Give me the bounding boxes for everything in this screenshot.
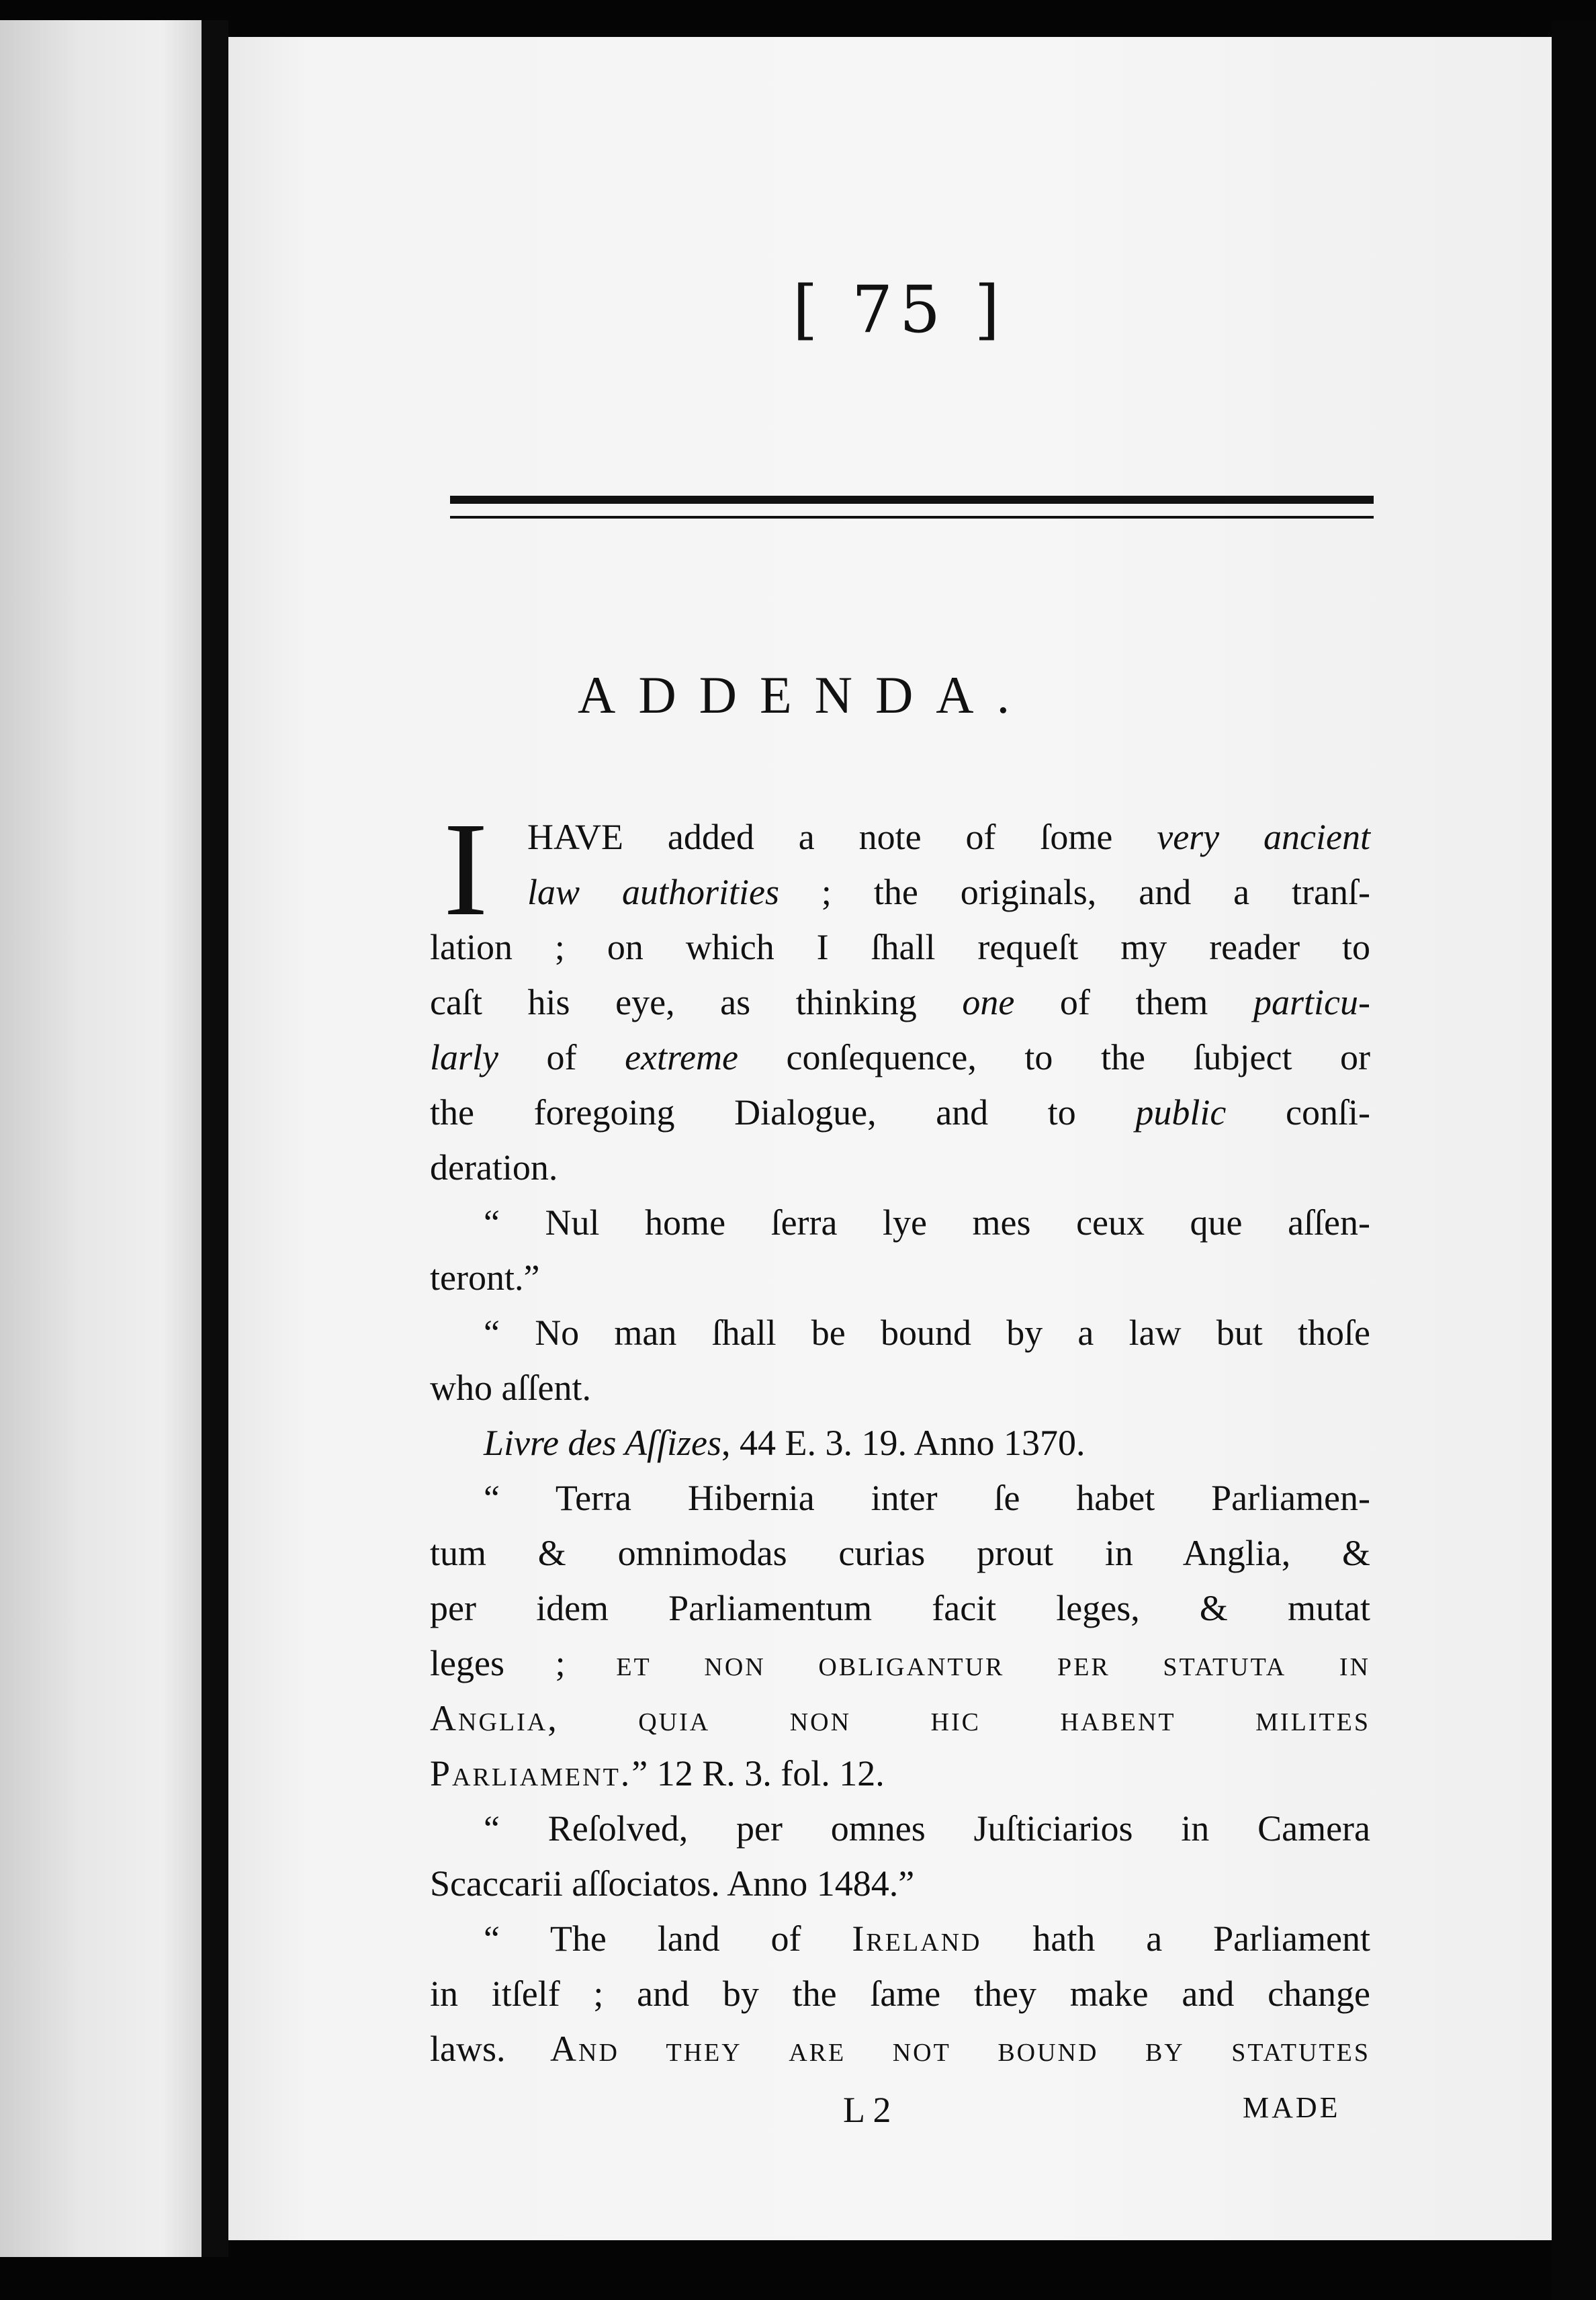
text-run: particu-: [1253, 982, 1370, 1022]
text-run: leges ;: [430, 1643, 617, 1683]
text-run: caſt his eye, as thinking: [430, 982, 963, 1022]
text-run: law authorities: [527, 872, 779, 912]
text-run: “ Terra Hibernia inter ſe habet Parliamen-: [484, 1478, 1370, 1518]
text-line: [430, 1085, 1370, 1140]
page-number: [ 75 ]: [793, 272, 1007, 347]
text-run: “ Nul home ſerra lye mes ceux que aſſen-: [484, 1202, 1370, 1243]
text-run: ; the originals, and a tranſ-: [779, 872, 1370, 912]
text-line: [430, 1801, 1370, 1856]
header-rule-thick: [450, 496, 1374, 504]
text-line: [430, 1140, 1370, 1195]
text-line: [430, 1415, 1370, 1470]
text-run: of them: [1014, 982, 1254, 1022]
text-run: hath a Parliament: [981, 1918, 1370, 1959]
text-line: [430, 2021, 1370, 2076]
text-line: [430, 920, 1370, 975]
text-run: larly: [430, 1037, 498, 1077]
text-run: very ancient: [1157, 817, 1370, 857]
text-run: Ireland: [852, 1918, 982, 1959]
text-line: [430, 1636, 1370, 1691]
section-heading: ADDENDA.: [578, 666, 1033, 724]
text-line: [430, 809, 1370, 865]
text-run: Parliament.: [430, 1753, 632, 1794]
text-line: [430, 865, 1370, 920]
text-line: [430, 1856, 1370, 1911]
text-run: public: [1135, 1092, 1227, 1133]
text-run: of: [498, 1037, 625, 1077]
text-line: [430, 1360, 1370, 1415]
text-run: per idem Parliamentum facit leges, & mutat: [430, 1588, 1370, 1628]
facing-page-edge: [0, 20, 202, 2257]
text-run: laws.: [430, 2029, 550, 2069]
text-run: conſi-: [1226, 1092, 1370, 1133]
text-run: “ Reſolved, per omnes Juſticiarios in Camera: [484, 1808, 1370, 1849]
text-run: in itſelf ; and by the ſame they make and change: [430, 1974, 1370, 2014]
text-run: conſequence, to the ſubject or: [738, 1037, 1370, 1077]
text-run: tum & omnimodas curias prout in Anglia, &: [430, 1533, 1370, 1573]
text-line: [430, 975, 1370, 1030]
catchword: MADE: [1243, 2091, 1341, 2124]
text-run: lation ; on which I ſhall requeſt my reader to: [430, 927, 1370, 967]
text-run: et non obligantur per statuta in: [616, 1643, 1370, 1683]
text-line: [430, 1691, 1370, 1746]
text-line: [430, 1250, 1370, 1305]
text-run: Scaccarii aſſociatos. Anno 1484.”: [430, 1863, 915, 1904]
drop-cap: I: [443, 795, 488, 944]
text-run: the foregoing Dialogue, and to: [430, 1092, 1136, 1133]
text-run: Anglia, quia non hic habent milites: [430, 1698, 1370, 1738]
book-gutter: [202, 20, 228, 2257]
text-line: [430, 1470, 1370, 1525]
text-run: ” 12 R. 3. fol. 12.: [631, 1753, 885, 1794]
text-run: “ No man ſhall be bound by a law but thoſe: [484, 1313, 1370, 1353]
text-line: [430, 1581, 1370, 1636]
body-text: [430, 809, 1370, 2076]
text-line: [430, 1525, 1370, 1581]
text-run: deration.: [430, 1147, 558, 1188]
text-line: [430, 1305, 1370, 1360]
text-line: [430, 1030, 1370, 1085]
signature-mark: L 2: [843, 2090, 891, 2130]
text-run: HAVE added a note of ſome: [527, 817, 1157, 857]
text-run: who aſſent.: [430, 1368, 591, 1408]
text-run: one: [962, 982, 1015, 1022]
text-run: And they are not bound by statutes: [550, 2029, 1371, 2069]
text-line: [430, 1966, 1370, 2021]
scan-border: [1552, 20, 1596, 2300]
text-run: teront.”: [430, 1257, 540, 1298]
text-run: extreme: [625, 1037, 738, 1077]
header-rule-thin: [450, 516, 1374, 519]
text-line: [430, 1746, 1370, 1801]
text-run: , 44 E. 3. 19. Anno 1370.: [721, 1423, 1085, 1463]
text-line: [430, 1195, 1370, 1250]
text-run: “ The land of: [484, 1918, 852, 1959]
text-line: [430, 1911, 1370, 1966]
text-run: Livre des Aſſizes: [484, 1423, 721, 1463]
